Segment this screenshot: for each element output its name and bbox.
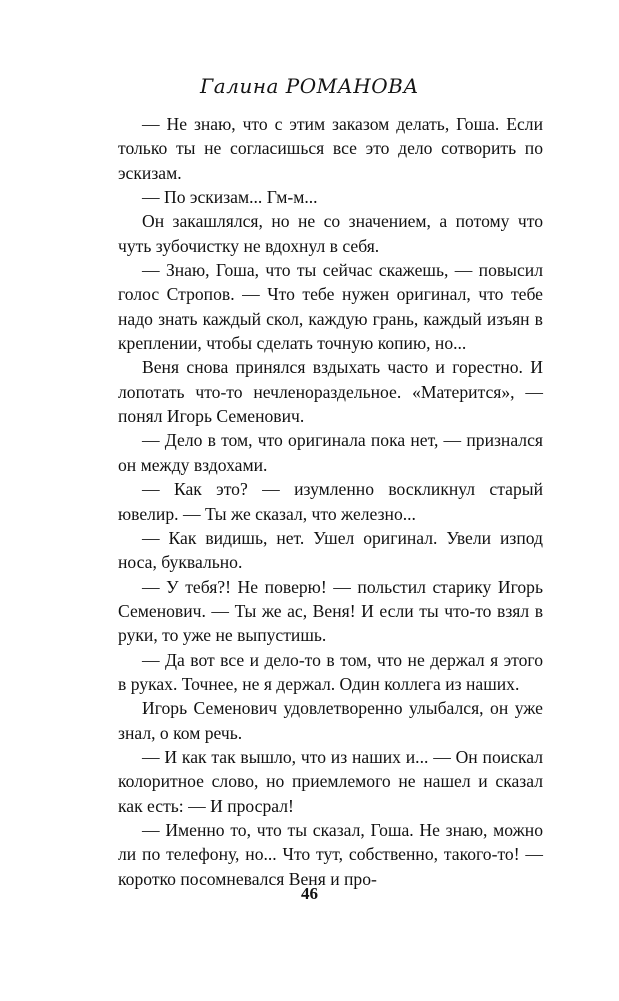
paragraph: — По эскизам... Гм-м... — [142, 187, 318, 208]
page-number: 46 — [301, 884, 318, 903]
paragraph: — Как это? — изумленно воскликнул старый ювелир. — Ты же сказал, что железно... — [118, 479, 543, 524]
body-text — [118, 112, 543, 891]
paragraph: Он закашлялся, но не со значением, а потому что чуть зубочистку не вдохнул в себя. — [118, 211, 543, 256]
paragraph: — Как видишь, нет. Ушел оригинал. Увели изпод носа, буквально. — [118, 527, 543, 573]
paragraph: — Именно то, что ты сказал, Гоша. Не знаю, можно ли по телефону, но... Что тут, собственно, такого-то! — коротко посомневался Веня и про- — [118, 819, 543, 889]
paragraph: — Знаю, Гоша, что ты сейчас скажешь, — повысил голос Стропов. — Что тебе нужен оригинал, что тебе надо знать каждый скол, каждую грань, каждый изъян в креплении, чтобы сделать точную копию, но... — [118, 260, 543, 354]
paragraph: — Дело в том, что оригинала пока нет, — признался он между вздохами. — [118, 430, 543, 475]
paragraph: Веня снова принялся вздыхать часто и горестно. И лопотать что-то нечленораздельное. «Матерится», — понял Игорь Семенович. — [118, 357, 543, 427]
paragraph: — Не знаю, что с этим заказом делать, Гоша. Если только ты не согласишься все это дело сотворить по эскизам. — [118, 114, 543, 183]
paragraph: — Да вот все и дело-то в том, что не держал я этого в руках. Точнее, не я держал. Один коллега из наших. — [118, 649, 543, 694]
paragraph: — У тебя?! Не поверю! — польстил старику Игорь Семенович. — Ты же ас, Веня! И если ты что-то взял в руки, то уже не выпустишь. — [118, 576, 543, 646]
running-head-author: Галина РОМАНОВА — [200, 74, 419, 98]
paragraph: — И как так вышло, что из наших и... — Он поискал колоритное слово, но приемлемого не нашел и сказал как есть: — И просрал! — [118, 746, 543, 816]
paragraph: Игорь Семенович удовлетворенно улыбался, он уже знал, о ком речь. — [118, 698, 543, 743]
